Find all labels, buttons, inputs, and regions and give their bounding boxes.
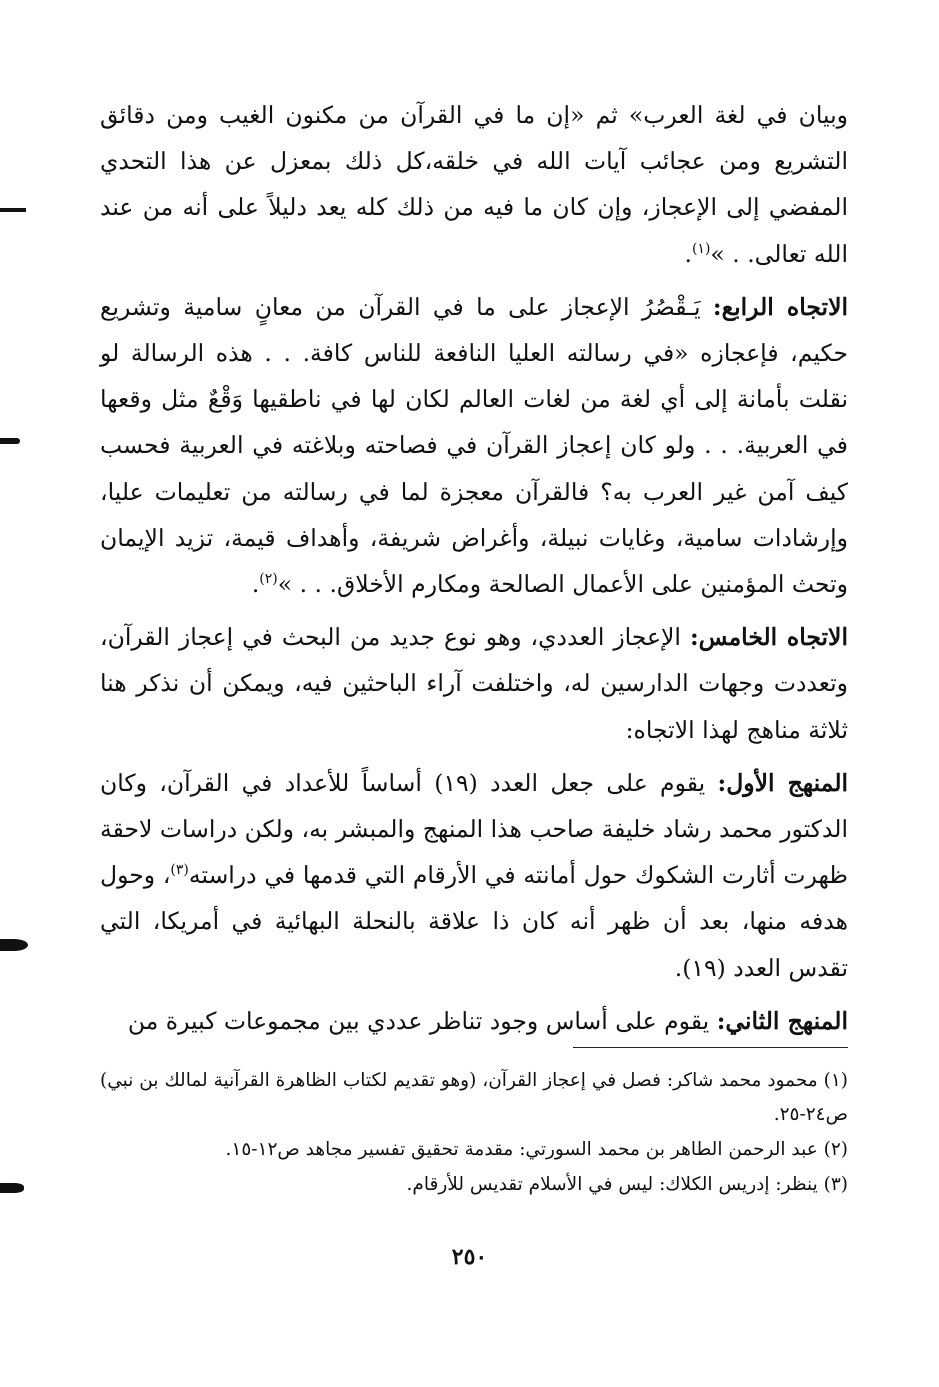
scan-mark xyxy=(0,1183,24,1193)
paragraph-tail: . xyxy=(684,239,692,268)
paragraph-4 xyxy=(100,760,848,991)
paragraph-tail: ، وحول هدفه منها، بعد أن ظهر أنه كان ذا علاقة بالنحلة البهائية في أمريكا، التي تقدس العدد (١٩). xyxy=(100,861,848,982)
footnote-ref[interactable]: (٣) xyxy=(170,862,189,879)
scan-mark xyxy=(0,208,26,212)
paragraph-heading: الاتجاه الرابع: xyxy=(712,292,849,321)
footnote-1: (١) محمود محمد شاكر: فصل في إعجاز القرآن، (وهو تقديم لكتاب الظاهرة القرآنية لمالك بن نبي) ص٢٤-٢٥. xyxy=(100,1070,848,1125)
paragraph-1 xyxy=(100,92,848,277)
paragraph-text: يَـقْصُرُ الإعجاز على ما في القرآن من معانٍ سامية وتشريع حكيم، فإعجازه «في رسالته العليا النافعة للناس كافة. . . هذه الرسالة لو نقلت بأمانة إلى أي لغة من لغات العالم لكان لها في ناطقيها وَقْعٌ مثل وقعها في العربية. . . ولو كان إعجاز القرآن في فصاحته وبلاغته في العربية فحسب كيف آمن غير العرب به؟ فالقرآن معجزة لما في رسالته من تعليمات عليا، وإرشادات سامية، وغايات نبيلة، وأغراض شريفة، وأهداف قيمة، تزيد الإيمان وتحث المؤمنين على الأعمال الصالحة ومكارم الأخلاق. . . » xyxy=(100,292,848,599)
footnote-ref[interactable]: (١) xyxy=(691,240,711,257)
paragraph-tail: . xyxy=(251,570,260,599)
scan-mark xyxy=(0,939,28,951)
paragraph-text: يقوم على أساس وجود تناظر عددي بين مجموعات كبيرة من xyxy=(127,1006,710,1035)
paragraph-5 xyxy=(100,998,848,1044)
footnote-separator xyxy=(573,1047,848,1048)
page-number: ٢٥٠ xyxy=(451,1244,488,1270)
footnotes xyxy=(100,1064,848,1202)
paragraph-heading: المنهج الأول: xyxy=(717,768,849,797)
scan-mark xyxy=(0,438,20,444)
footnote-ref[interactable]: (٢) xyxy=(259,571,278,588)
paragraph-2 xyxy=(100,284,848,607)
paragraph-3 xyxy=(100,614,848,753)
paragraph-heading: الاتجاه الخامس: xyxy=(689,623,848,652)
paragraph-text: وبيان في لغة العرب» ثم «إن ما في القرآن من مكنون الغيب ومن دقائق التشريع ومن عجائب آيات الله في خلقه،كل ذلك بمعزل عن هذا التحدي المفضي إلى الإعجاز، وإن كان ما فيه من ذلك كله يعد دليلاً على أنه من عند الله تعالى. . » xyxy=(100,101,848,268)
paragraph-heading: المنهج الثاني: xyxy=(716,1006,848,1035)
footnote-2: (٢) عبد الرحمن الطاهر بن محمد السورتي: مقدمة تحقيق تفسير مجاهد ص١٢-١٥. xyxy=(225,1139,848,1160)
footnote-3: (٣) ينظر: إدريس الكلاك: ليس في الأسلام تقديس للأرقام. xyxy=(406,1174,848,1195)
main-text xyxy=(100,92,848,1044)
paragraph-text: الإعجاز العددي، وهو نوع جديد من البحث في إعجاز القرآن، وتعددت وجهات الدارسين له، واختلفت آراء الباحثين فيه، ويمكن أن نذكر هنا ثلاثة مناهج لهذا الاتجاه: xyxy=(100,623,848,744)
paragraph-text: يقوم على جعل العدد (١٩) أساساً للأعداد في القرآن، وكان الدكتور محمد رشاد خليفة صاحب هذا المنهج والمبشر به، ولكن دراسات لاحقة ظهرت أثارت الشكوك حول أمانته في الأرقام التي قدمها في دراسته xyxy=(99,768,848,890)
